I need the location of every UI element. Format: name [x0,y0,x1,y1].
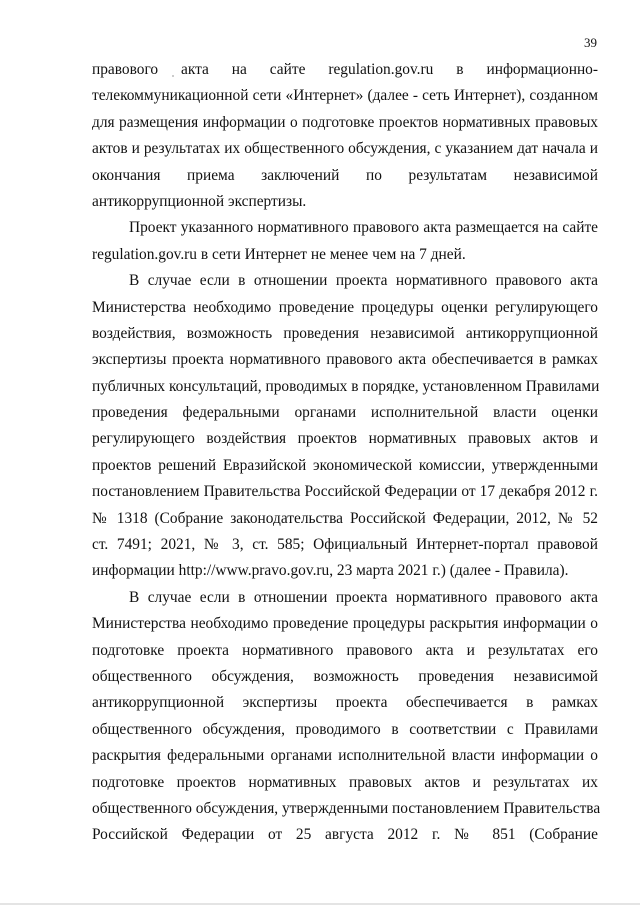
text-line: публичных консультаций, проводимых в порядке, установленном Правилами [92,377,600,395]
text-line: для размещения информации о подготовке проектов нормативных правовых [92,113,598,131]
paragraph-4 [92,585,601,849]
text-line: Проект указанного нормативного правового акта размещается на сайте [129,219,598,237]
text-line: регулирующего воздействия проектов нормативных правовых актов и [92,430,598,448]
text-line: общественного обсуждения, возможность проведения независимой [92,667,598,685]
text-line: общественного обсуждения, утвержденными постановлением Правительства [92,799,601,817]
text-line: В случае если в отношении проекта нормативного правового акта [129,588,598,606]
text-line: подготовке проектов нормативных правовых актов и результатах их [92,773,598,791]
text-line: В случае если в отношении проекта нормативного правового акта [129,272,598,290]
paragraph-3 [92,268,598,585]
paragraph-2 [92,215,598,268]
document-body [92,57,601,849]
text-line: телекоммуникационной сети «Интернет» (далее - сеть Интернет), созданном [92,87,598,105]
text-line: правового акта на сайте regulation.gov.ru в информационно- [92,61,598,78]
text-line: ст. 7491; 2021, № 3, ст. 585; Официальный Интернет-портал правовой [92,536,598,554]
text-line: актов и результатах их общественного обсуждения, с указанием дат начала и [92,140,598,158]
text-line: проектов решений Евразийской экономической комиссии, утвержденными [92,456,598,474]
text-line: Российской Федерации от 25 августа 2012 г. № 851 (Собрание [92,826,598,844]
text-line: антикоррупционной экспертизы. [92,192,307,210]
text-line: Министерства необходимо проведение процедуры раскрытия информации о [92,615,598,633]
text-line: воздействия, возможность проведения независимой антикоррупционной [92,324,598,342]
text-line: антикоррупционной экспертизы проекта обеспечивается в рамках [92,694,598,712]
paragraph-1 [92,57,598,215]
page-number: 39 [584,35,597,50]
text-line: общественного обсуждения, проводимого в соответствии с Правилами [92,720,598,738]
text-line: экспертизы проекта нормативного правового акта обеспечивается в рамках [92,351,598,369]
text-line: информации http://www.pravo.gov.ru, 23 марта 2021 г.) (далее - Правила). [92,562,569,580]
text-line: № 1318 (Собрание законодательства Российской Федерации, 2012, № 52 [92,509,598,527]
text-line: раскрытия федеральными органами исполнительной власти информации о [92,747,598,765]
text-line: подготовке проекта нормативного правового акта и результатах его [92,641,598,659]
text-line: окончания приема заключений по результатам независимой [92,166,598,184]
text-line: проведения федеральными органами исполнительной власти оценки [92,404,598,422]
text-line: постановлением Правительства Российской Федерации от 17 декабря 2012 г. [92,483,598,501]
text-line: Министерства необходимо проведение процедуры оценки регулирующего [92,298,598,316]
text-line: regulation.gov.ru в сети Интернет не менее чем на 7 дней. [92,245,466,263]
